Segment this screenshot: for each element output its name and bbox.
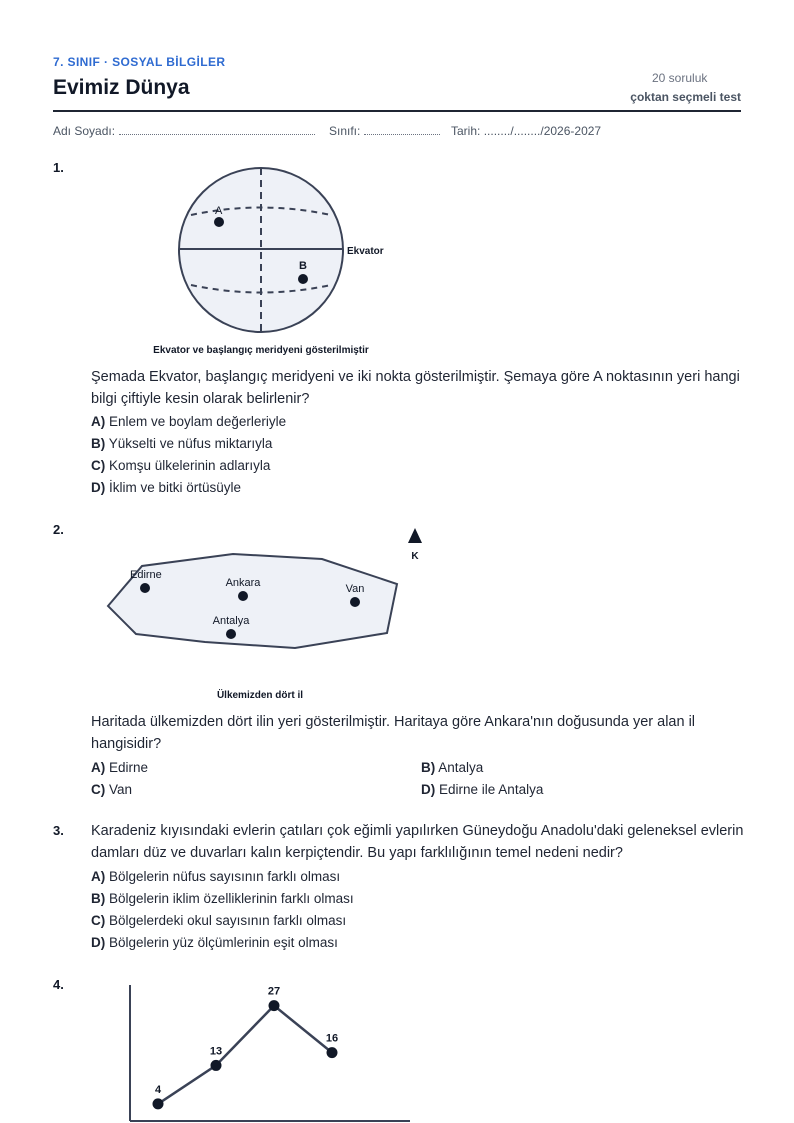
- test-type: çoktan seçmeli test: [630, 90, 741, 104]
- answer-option-b[interactable]: [91, 436, 272, 451]
- name-field[interactable]: [53, 124, 315, 138]
- equator-label: Ekvator: [347, 246, 384, 257]
- option-letter: A): [91, 760, 106, 775]
- option-text: Bölgelerdeki okul sayısının farklı olması: [109, 913, 347, 928]
- date-field[interactable]: [451, 124, 601, 138]
- city-label-van: Van: [345, 583, 365, 595]
- data-point: [153, 1098, 164, 1109]
- option-letter: A): [91, 869, 106, 884]
- answer-option-a[interactable]: [91, 760, 148, 775]
- answer-option-b[interactable]: [421, 760, 483, 775]
- option-letter: C): [91, 913, 106, 928]
- city-ankara: [238, 591, 248, 601]
- city-edirne: [140, 583, 150, 593]
- option-text: Enlem ve boylam değerleriyle: [109, 414, 287, 429]
- point-b: [298, 274, 308, 284]
- option-text: Bölgelerin iklim özelliklerinin farklı olması: [109, 891, 354, 906]
- question-count: 20 soruluk: [652, 71, 708, 85]
- data-label: 4: [154, 1083, 162, 1096]
- question-number: 3.: [53, 823, 64, 838]
- name-blank: [119, 124, 315, 135]
- figure-caption: Ülkemizden dört il: [216, 690, 304, 701]
- answer-option-a[interactable]: [91, 869, 340, 884]
- answer-option-a[interactable]: [91, 414, 286, 429]
- date-label: Tarih:: [451, 124, 481, 138]
- option-text: Yükselti ve nüfus miktarıyla: [108, 436, 273, 451]
- point-a-label: A: [215, 205, 223, 217]
- data-point: [269, 1000, 280, 1011]
- class-field[interactable]: [329, 124, 440, 138]
- data-label: 16: [325, 1032, 339, 1045]
- city-antalya: [226, 629, 236, 639]
- turkey-map-figure: [100, 520, 440, 706]
- option-text: Edirne ile Antalya: [439, 782, 544, 797]
- data-point: [327, 1047, 338, 1058]
- series-line: [158, 1006, 332, 1104]
- name-label: Adı Soyadı:: [53, 124, 116, 138]
- option-text: Komşu ülkelerinin adlarıyla: [109, 458, 271, 473]
- option-text: Edirne: [109, 760, 149, 775]
- question-number: 1.: [53, 160, 64, 175]
- point-b-label: B: [299, 260, 307, 272]
- option-letter: D): [91, 480, 106, 495]
- city-label-edirne: Edirne: [130, 569, 162, 581]
- line-chart: [120, 975, 420, 1123]
- option-text: Antalya: [438, 760, 484, 775]
- option-letter: C): [91, 458, 106, 473]
- option-text: Van: [109, 782, 133, 797]
- option-text: İklim ve bitki örtüsüyle: [109, 480, 242, 495]
- option-letter: D): [91, 935, 106, 950]
- answer-option-d[interactable]: [91, 480, 241, 495]
- option-letter: B): [91, 436, 106, 451]
- option-text: Bölgelerin yüz ölçümlerinin eşit olması: [109, 935, 338, 950]
- option-text: Bölgelerin nüfus sayısının farklı olması: [109, 869, 341, 884]
- globe-figure: [140, 160, 400, 360]
- city-label-ankara: Ankara: [225, 577, 261, 589]
- question-number: 2.: [53, 522, 64, 537]
- subject-label: 7. SINIF · SOSYAL BİLGİLER: [53, 55, 226, 69]
- data-label: 13: [209, 1045, 223, 1058]
- option-letter: C): [91, 782, 106, 797]
- class-blank: [364, 124, 440, 135]
- figure-caption: Ekvator ve başlangıç meridyeni gösterilmiştir: [153, 345, 369, 356]
- page-title: Evimiz Dünya: [53, 76, 190, 99]
- answer-option-c[interactable]: [91, 458, 270, 473]
- date-value: ......../......../2026-2027: [483, 124, 602, 138]
- answer-option-d[interactable]: [91, 935, 338, 950]
- class-label: Sınıfı:: [329, 124, 361, 138]
- header-divider: [53, 110, 741, 112]
- question-stem: Haritada ülkemizden dört ilin yeri gösterilmiştir. Haritaya göre Ankara'nın doğusunda yer alan il hangisidir?: [91, 714, 696, 752]
- question-stem: Karadeniz kıyısındaki evlerin çatıları çok eğimli yapılırken Güneydoğu Anadolu'daki geleneksel evlerin damları düz ve duvarları kalın kerpiçtendir. Bu yapı farklılığının temel nedeni nedir?: [91, 823, 744, 861]
- question-stem: Şemada Ekvator, başlangıç meridyeni ve iki nokta gösterilmiştir. Şemaya göre A noktasının yeri hangi bilgi çiftiyle kesin olarak belirlenir?: [91, 369, 740, 407]
- question-number: 4.: [53, 977, 64, 992]
- option-letter: B): [421, 760, 436, 775]
- option-letter: A): [91, 414, 106, 429]
- point-a: [214, 217, 224, 227]
- answer-option-b[interactable]: [91, 891, 354, 906]
- answer-option-c[interactable]: [91, 782, 132, 797]
- answer-option-d[interactable]: [421, 782, 543, 797]
- data-label: 27: [267, 985, 281, 998]
- data-point: [211, 1060, 222, 1071]
- option-letter: D): [421, 782, 436, 797]
- city-label-antalya: Antalya: [212, 615, 250, 627]
- north-arrow-icon: [408, 528, 422, 543]
- north-label: K: [411, 551, 419, 562]
- option-letter: B): [91, 891, 106, 906]
- answer-option-c[interactable]: [91, 913, 346, 928]
- city-van: [350, 597, 360, 607]
